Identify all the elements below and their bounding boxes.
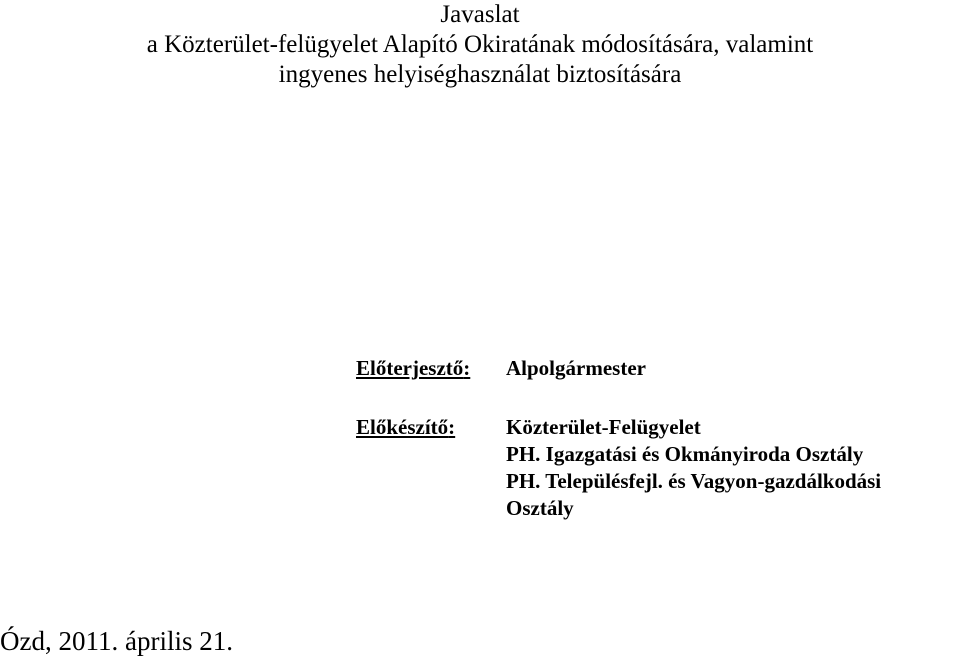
preparer-value-3: PH. Településfejl. és Vagyon-gazdálkodási	[506, 469, 882, 493]
document-date: Ózd, 2011. április 21.	[0, 626, 233, 656]
submitter-label: Előterjesztő:	[356, 356, 471, 380]
preparer-value-4: Osztály	[506, 496, 574, 520]
title-line-2: a Közterület-felügyelet Alapító Okiratának módosítására, valamint	[146, 31, 814, 58]
title-line-3: ingyenes helyiséghasználat biztosítására	[278, 61, 682, 88]
preparer-value-2: PH. Igazgatási és Okmányiroda Osztály	[506, 442, 864, 466]
submitter-value: Alpolgármester	[506, 356, 646, 380]
preparer-label: Előkészítő:	[356, 415, 456, 439]
preparer-value-1: Közterület-Felügyelet	[506, 415, 701, 439]
title-line-1: Javaslat	[440, 1, 520, 28]
document-title	[0, 0, 960, 90]
preparer-values	[506, 414, 881, 522]
